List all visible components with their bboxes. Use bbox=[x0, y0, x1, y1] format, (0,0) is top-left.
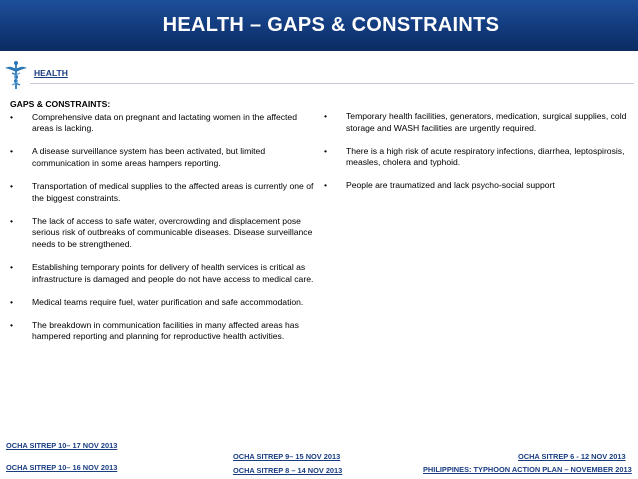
bullet-icon: • bbox=[10, 180, 14, 191]
sitrep-8-14-link[interactable]: OCHA SITREP 8 – 14 NOV 2013 bbox=[233, 466, 343, 475]
list-item bbox=[324, 111, 629, 134]
right-column bbox=[324, 111, 629, 203]
list-item bbox=[10, 320, 315, 343]
bullet-text: Establishing temporary points for delivery of health services is critical as infrastructure is damaged and people do not have access to medical care. bbox=[32, 261, 314, 284]
bullet-text: The lack of access to safe water, overcrowding and displacement pose serious risk of outbreaks of communicable diseases. Disease surveillance needs to be strengthened. bbox=[32, 215, 313, 249]
section-header bbox=[4, 60, 634, 90]
list-item bbox=[10, 216, 315, 251]
gaps-heading: GAPS & CONSTRAINTS: bbox=[10, 99, 111, 109]
bullet-text: Medical teams require fuel, water purification and safe accommodation. bbox=[32, 296, 304, 307]
list-item bbox=[10, 262, 315, 285]
right-bullet-list bbox=[324, 111, 629, 192]
bullet-icon: • bbox=[324, 111, 328, 121]
sitrep-10-16-link[interactable]: OCHA SITREP 10– 16 NOV 2013 bbox=[6, 463, 118, 472]
left-bullet-list bbox=[10, 112, 315, 343]
bullet-text: Temporary health facilities, generators, medication, surgical supplies, cold storage and WASH facilities are urgently required. bbox=[346, 111, 627, 133]
bullet-text: Comprehensive data on pregnant and lactating women in the affected areas is lacking. bbox=[32, 111, 297, 134]
caduceus-icon bbox=[4, 60, 28, 90]
list-item bbox=[10, 297, 315, 309]
sitrep-10-17-link[interactable]: OCHA SITREP 10– 17 NOV 2013 bbox=[6, 441, 118, 450]
bullet-icon: • bbox=[10, 215, 14, 226]
bullet-icon: • bbox=[10, 111, 14, 122]
bullet-icon: • bbox=[324, 145, 328, 156]
section-divider bbox=[30, 83, 634, 84]
list-item bbox=[324, 146, 629, 169]
bullet-icon: • bbox=[10, 319, 14, 330]
list-item bbox=[10, 146, 315, 169]
page-title: HEALTH – GAPS & CONSTRAINTS bbox=[162, 14, 500, 36]
bullet-icon: • bbox=[10, 261, 14, 272]
section-label[interactable]: HEALTH bbox=[34, 68, 68, 78]
list-item bbox=[10, 181, 315, 204]
bullet-text: People are traumatized and lack psycho-social support bbox=[346, 180, 555, 191]
sitrep-6-12-link[interactable]: OCHA SITREP 6 - 12 NOV 2013 bbox=[518, 452, 626, 461]
bullet-icon: • bbox=[10, 296, 14, 307]
bullet-text: The breakdown in communication facilities in many affected areas has hampered reporting and planning for reproductive health activities. bbox=[32, 319, 299, 342]
bullet-text: Transportation of medical supplies to the affected areas is currently one of the biggest constraints. bbox=[32, 180, 314, 203]
title-bar bbox=[0, 0, 638, 51]
bullet-icon: • bbox=[10, 146, 14, 157]
bullet-text: A disease surveillance system has been activated, but limited communication in some areas hampers reporting. bbox=[32, 146, 266, 168]
sitrep-9-15-link[interactable]: OCHA SITREP 9– 15 NOV 2013 bbox=[233, 452, 341, 461]
left-column bbox=[10, 99, 315, 354]
bullet-text: There is a high risk of acute respiratory infections, diarrhea, leptospirosis, measles, cholera and typhoid. bbox=[346, 145, 625, 168]
list-item bbox=[10, 112, 315, 135]
list-item bbox=[324, 180, 629, 192]
action-plan-link[interactable]: PHILIPPINES: TYPHOON ACTION PLAN – NOVEMBER 2013 bbox=[423, 465, 632, 474]
bullet-icon: • bbox=[324, 180, 328, 191]
